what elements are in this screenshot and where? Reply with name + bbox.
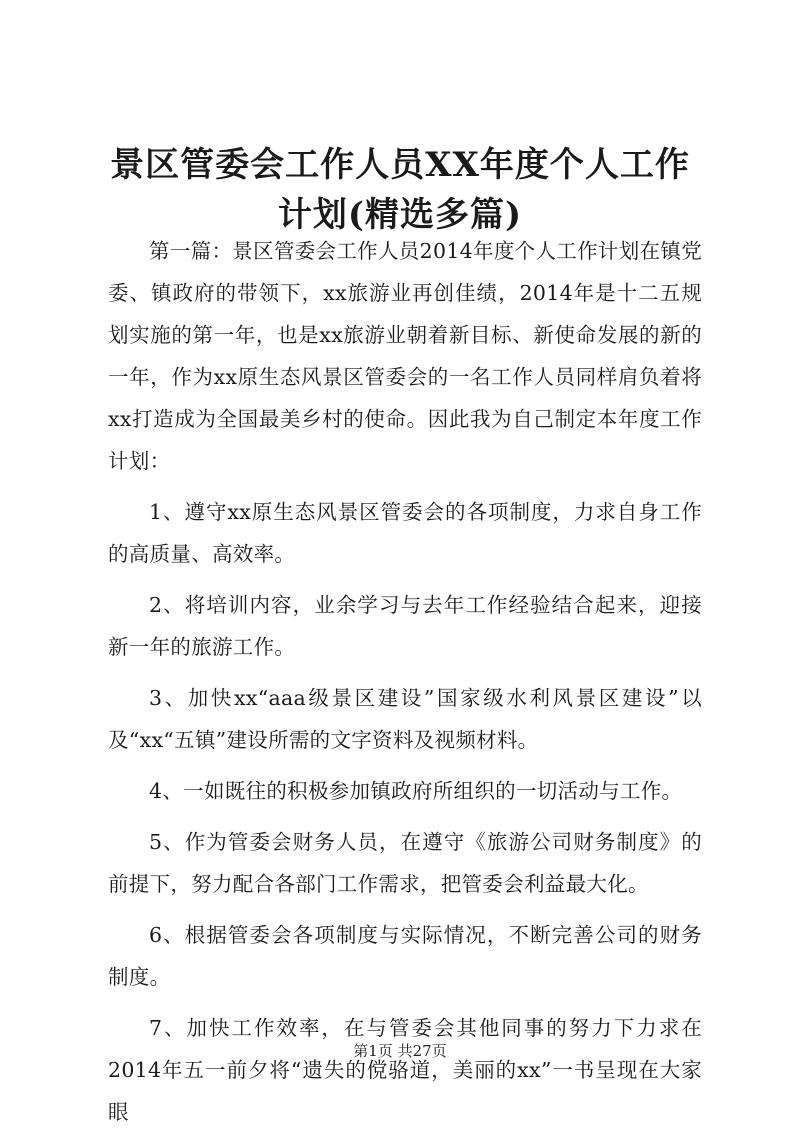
paragraph-item-3: 3、加快xx“aaa级景区建设”国家级水利风景区建设”以及“xx“五镇”建设所需的文字资料及视频材料。 [108, 686, 702, 752]
paragraph-intro: 第一篇：景区管委会工作人员2014年度个人工作计划在镇党委、镇政府的带领下，xx旅游业再创佳绩，2014年是十二五规划实施的第一年，也是xx旅游业朝着新目标、新使命发展的新的一年，作为xx原生态风景区管委会的一名工作人员同样肩负着将xx打造成为全国最美乡村的使命。因此我为自己制定本年度工作计划： [108, 239, 702, 473]
paragraph-item-5: 5、作为管委会财务人员，在遵守《旅游公司财务制度》的前提下，努力配合各部门工作需求，把管委会利益最大化。 [108, 830, 702, 896]
document-title: 景区管委会工作人员XX年度个人工作计划(精选多篇) [110, 145, 690, 235]
paragraph-item-1: 1、遵守xx原生态风景区管委会的各项制度，力求自身工作的高质量、高效率。 [108, 500, 702, 566]
document-body [108, 230, 702, 1142]
paragraph-item-6: 6、根据管委会各项制度与实际情况，不断完善公司的财务制度。 [108, 923, 702, 989]
paragraph-item-4: 4、一如既往的积极参加镇政府所组织的一切活动与工作。 [149, 779, 683, 803]
paragraph-item-2: 2、将培训内容，业余学习与去年工作经验结合起来，迎接新一年的旅游工作。 [108, 593, 702, 659]
paragraph-item-7: 7、加快工作效率，在与管委会其他同事的努力下力求在2014年五一前夕将“遗失的傥骆道，美丽的xx”一书呈现在大家眼 [108, 1016, 702, 1124]
page-footer: 第1页 共27页 [353, 1042, 447, 1060]
